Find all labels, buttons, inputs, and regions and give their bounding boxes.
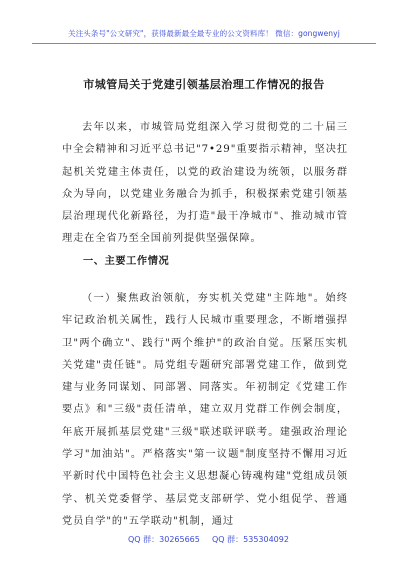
footer-qq-group-2: QQ 群：535304092	[212, 535, 289, 544]
footer-qq-group-1: QQ 群：30265665	[128, 535, 200, 544]
document-title: 市城管局关于党建引领基层治理工作情况的报告	[83, 78, 325, 91]
header-banner: 关注头条号"公文研究"，获得最新最全最专业的公文资料库！ 微信：gongwenyj	[68, 29, 340, 38]
section-heading: 一、主要工作情况	[83, 256, 170, 267]
paragraph-political-leadership: （一）聚焦政治领航，夯实机关党建"主阵地"。始终牢记政治机关属性，践行人民城市重要理念，不断增强捍卫"两个确立"、践行"两个维护"的政治自觉。压紧压实机关党建"责任链"。局党组专题研究部署党建工作，做到党建与业务同谋划、同部署、同落实。年初制定《党建工作要点》和"三级"责任清单，建立双月党群工作例会制度，年底开展抓基层党建"三级"联述联评联考。建强政治理论学习"加油站"。严格落实"第一议题"制度坚持不懈用习近平新时代中国特色社会主义思想凝心铸魂构建"党组成员领学、机关党委督学、基层党支部研学、党小组促学、普通党员自学"的"五学联动"机制，通过	[62, 293, 348, 527]
header-divider	[32, 43, 376, 44]
paragraph-intro: 去年以来，市城管局党组深入学习贯彻党的二十届三中全会精神和习近平总书记"7•29"重要指示精神，坚决扛起机关党建主体责任，以党的政治建设为统领，以服务群众为导向，以党建业务融合为抓手，积极探索党建引领基层治理现代化新路径，为打造"最干净城市"、推动城市管理走在全省乃至全国前列提供坚强保障。	[62, 122, 348, 245]
